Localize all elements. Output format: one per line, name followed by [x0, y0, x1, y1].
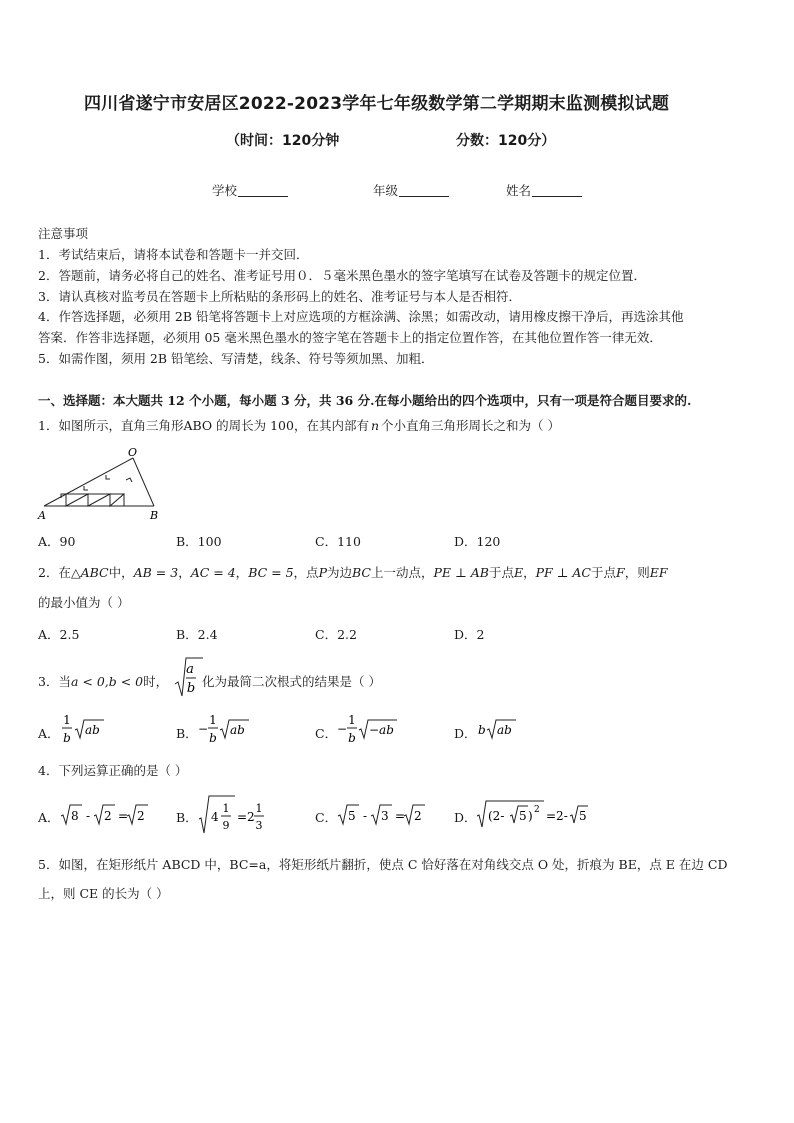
label-b: B	[150, 509, 159, 522]
note-item: 5．如需作图，须用 2B 铅笔绘、写清楚，线条、符号等须加黑、加粗．	[38, 351, 434, 366]
q2-point-e: E	[513, 565, 524, 580]
q2-option-b[interactable]: B．2.4	[176, 627, 218, 642]
q1-option-a[interactable]: A．90	[38, 534, 76, 549]
q4a-r2: 2	[104, 809, 112, 823]
q4d-inner: (2-	[488, 809, 505, 823]
note-item: 3．请认真核对监考员在答题卡上所粘贴的条形码上的姓名、准考证号与本人是否相符．	[38, 289, 521, 304]
q3a-den: b	[63, 731, 71, 745]
exam-time: （时间：120分钟	[226, 133, 340, 149]
q1-option-b[interactable]: B．100	[176, 534, 222, 549]
q1-stem-a: 1．如图所示，直角三角形ABO 的周长为 100，在其内部有	[38, 418, 369, 433]
question-3-stem	[38, 672, 168, 690]
q4b-eq: =2	[237, 810, 255, 824]
q4c-r1: 5	[348, 809, 356, 823]
grade-blank	[399, 184, 449, 197]
q3-condition: a < 0,b < 0	[70, 674, 144, 689]
q1-option-c[interactable]: C．110	[315, 534, 361, 549]
q3-option-b-math	[198, 710, 254, 750]
q3-option-d-math	[476, 716, 526, 746]
triangle-lines	[44, 458, 154, 506]
q3-frac-num: a	[186, 662, 194, 677]
q2-point-f: F	[616, 565, 625, 580]
q4c-minus: -	[363, 809, 368, 823]
note-item: 1．考试结束后，请将本试卷和答题卡一并交回．	[38, 247, 309, 262]
q3c-num: 1	[348, 713, 356, 727]
q4b-den: 9	[222, 819, 230, 832]
q1-stem-b: 个小直角三角形周长之和为（ ）	[381, 418, 560, 433]
q1-triangle-figure	[36, 448, 166, 523]
q2-ef: EF	[649, 565, 668, 580]
q4c-r2: 3	[381, 809, 389, 823]
q4b-num2: 1	[255, 802, 263, 815]
question-5-line2: 上，则 CE 的长为（ ）	[38, 886, 169, 901]
q4-option-a[interactable]: A．	[38, 810, 60, 825]
note-item: 4．作答选择题，必须用 2B 铅笔将答题卡上对应选项的方框涂满、涂黑；如需改动，请用橡皮擦干净后，再选涂其他	[38, 309, 684, 324]
q2-text: 于点	[488, 565, 514, 580]
q4-option-d[interactable]: D．	[454, 810, 477, 825]
q3b-rad: ab	[230, 723, 245, 737]
q4-option-b-math	[198, 793, 278, 837]
option-label: B．	[176, 726, 198, 741]
q2-option-a[interactable]: A．2.5	[38, 627, 80, 642]
q4-option-c[interactable]: C．	[315, 810, 338, 825]
q3c-den: b	[348, 731, 356, 745]
q2-text: 中，	[108, 565, 134, 580]
q4d-close: )	[528, 809, 533, 823]
note-item: 答案．作答非选择题，必须用 05 毫米黑色墨水的签字笔在答题卡上的指定位置作答，在其他位置作答一律无效．	[38, 330, 662, 345]
q2-option-c[interactable]: C．2.2	[315, 627, 357, 642]
q2-ac: AC = 4	[190, 565, 236, 580]
q4-option-a-math	[60, 800, 160, 830]
page-title: 四川省遂宁市安居区2022-2023学年七年级数学第二学期期末监测模拟试题	[84, 94, 670, 114]
q3c-sign: −	[337, 722, 348, 736]
q3-text: 3．当	[38, 674, 71, 689]
q2-ab: AB = 3	[133, 565, 179, 580]
q4-option-b[interactable]: B．	[176, 810, 198, 825]
q4a-r1: 8	[71, 809, 79, 823]
q3c-rad: −ab	[369, 723, 394, 737]
exam-score: 分数：120分）	[456, 133, 556, 149]
question-4-stem: 4．下列运算正确的是（ ）	[38, 763, 188, 778]
q4-option-d-math	[476, 797, 592, 831]
notes-heading: 注意事项	[38, 226, 89, 241]
q3-option-c-math	[337, 710, 401, 750]
q3-text: 时，	[143, 674, 169, 689]
q4a-r3: 2	[137, 809, 145, 823]
q3a-num: 1	[63, 713, 71, 727]
q1-option-d[interactable]: D．120	[454, 534, 501, 549]
section-heading: 一、选择题：本大题共 12 个小题，每小题 3 分，共 36 分.在每小题给出的四个选项中，只有一项是符合题目要求的.	[38, 393, 692, 408]
q4a-eq: =	[118, 809, 129, 823]
q4d-eq: =2-	[546, 809, 568, 823]
grade-label: 年级	[373, 183, 399, 198]
q2-option-d[interactable]: D．2	[454, 627, 485, 642]
q4b-den2: 3	[255, 819, 263, 832]
question-5-line1: 5．如图，在矩形纸片 ABCD 中，BC=a，将矩形纸片翻折，使点 C 恰好落在对角线交点 O 处，折痕为 BE，点 E 在边 CD	[38, 857, 728, 872]
q2-text: 为边	[326, 565, 352, 580]
q3d-rad: ab	[497, 723, 512, 737]
school-field	[212, 181, 288, 199]
name-field	[506, 181, 582, 199]
q2-bc: BC = 5	[248, 565, 294, 580]
q2-side-bc: BC	[352, 565, 371, 580]
question-2-line2: 的最小值为（ ）	[38, 595, 130, 610]
q3-frac-den: b	[186, 681, 196, 696]
label-a: A	[38, 509, 46, 522]
option-label: D．	[454, 726, 477, 741]
q2-point-p: P	[318, 565, 327, 580]
q4d-r: 5	[519, 809, 527, 823]
name-blank	[532, 184, 582, 197]
q4d-sup: 2	[534, 805, 540, 815]
q2-text: 上一动点，	[370, 565, 434, 580]
q3b-sign: −	[198, 722, 209, 736]
q3b-den: b	[209, 731, 217, 745]
q3d-pre: b	[478, 723, 486, 737]
q2-text: 2．在	[38, 565, 71, 580]
q4a-minus: -	[86, 809, 91, 823]
grade-field	[373, 181, 449, 199]
q1-var-n: n	[370, 418, 380, 433]
q2-text: ，则	[624, 565, 650, 580]
q4c-r3: 2	[414, 809, 422, 823]
question-2-stem: 2．在△ABC中，AB = 3，AC = 4，BC = 5，点P为边BC上一动点，PE ⊥ AB于点E，PF ⊥ AC于点F，则EF	[38, 565, 668, 580]
q3-stem-end: 化为最简二次根式的结果是（ ）	[202, 674, 381, 689]
q3-option-a-math	[60, 710, 110, 750]
q3a-rad: ab	[85, 723, 100, 737]
option-label: A．	[38, 726, 60, 741]
label-o: O	[128, 448, 138, 459]
school-blank	[238, 184, 288, 197]
option-label: C．	[315, 726, 338, 741]
q3-radical-fraction	[174, 656, 204, 700]
question-1-stem	[38, 416, 560, 434]
q4b-whole: 4	[211, 810, 219, 824]
q2-text: 于点	[591, 565, 617, 580]
q2-text: ，点	[293, 565, 319, 580]
q3b-num: 1	[209, 713, 217, 727]
school-label: 学校	[212, 183, 238, 198]
q2-triangle: △ABC	[70, 565, 109, 580]
q4c-eq: =	[395, 809, 406, 823]
q4-option-c-math	[337, 800, 437, 830]
q2-pf: PF ⊥ AC	[535, 565, 591, 580]
note-item: 2．答题前，请务必将自己的姓名、准考证号用０．５毫米黑色墨水的签字笔填写在试卷及答题卡的规定位置．	[38, 268, 646, 283]
q4d-r2: 5	[579, 809, 587, 823]
name-label: 姓名	[506, 183, 532, 198]
q4b-num: 1	[222, 802, 230, 815]
q2-pe: PE ⊥ AB	[433, 565, 489, 580]
